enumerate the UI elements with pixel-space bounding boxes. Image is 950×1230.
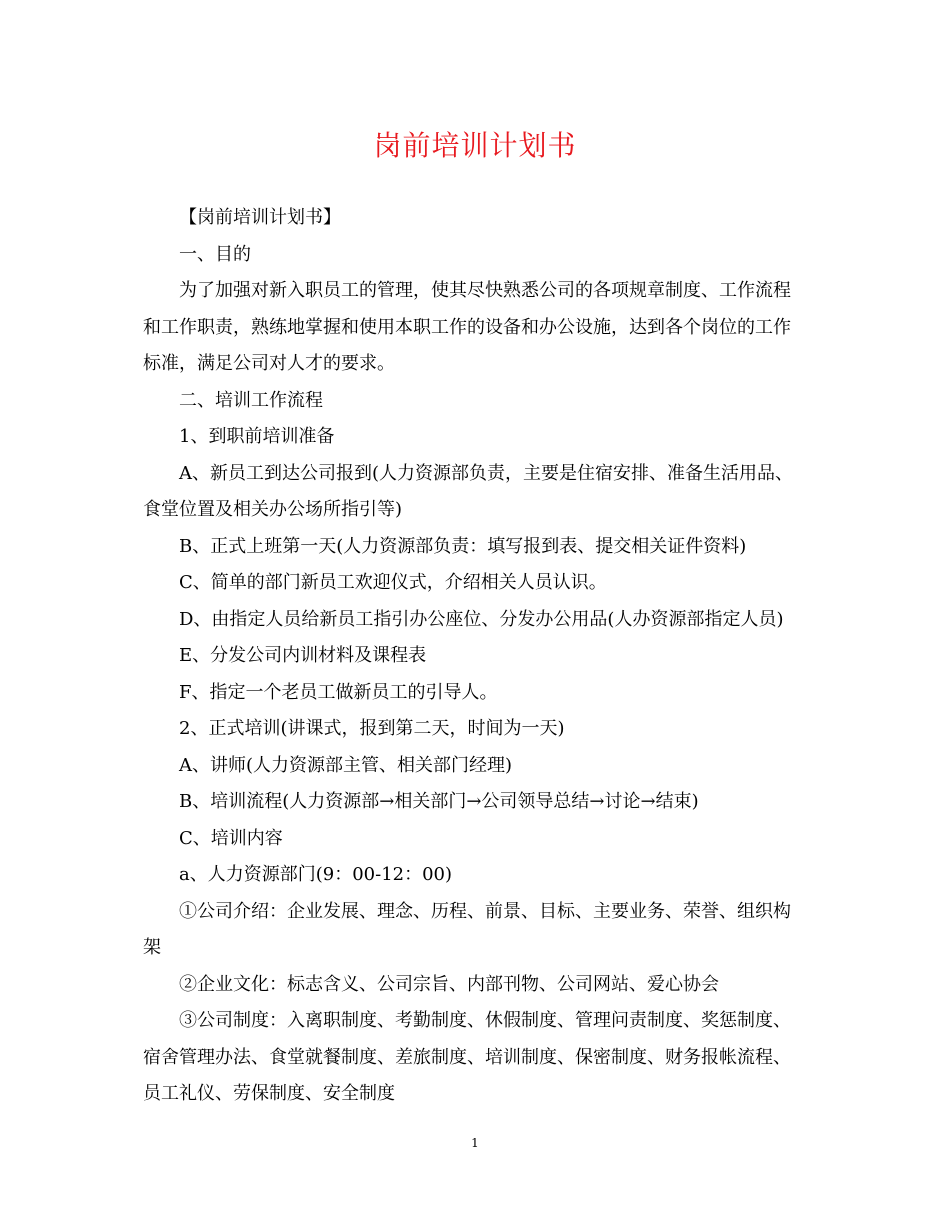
- paragraph: B、正式上班第一天(人力资源部负责：填写报到表、提交相关证件资料): [179, 535, 747, 557]
- page-number: 1: [471, 1136, 479, 1150]
- paragraph: A、讲师(人力资源部主管、相关部门经理): [179, 754, 513, 776]
- paragraph: ①公司介绍：企业发展、理念、历程、前景、目标、主要业务、荣誉、组织构架: [143, 900, 791, 958]
- paragraph: ②企业文化：标志含义、公司宗旨、内部刊物、公司网站、爱心协会: [179, 973, 719, 995]
- document-title: 岗前培训计划书: [373, 129, 577, 162]
- paragraph: D、由指定人员给新员工指引办公座位、分发办公用品(人办资源部指定人员): [179, 608, 784, 630]
- paragraph: 一、目的: [179, 243, 251, 265]
- paragraph: 为了加强对新入职员工的管理，使其尽快熟悉公司的各项规章制度、工作流程和工作职责，熟练地掌握和使用本职工作的设备和办公设施，达到各个岗位的工作标准，满足公司对人才的要求。: [143, 280, 791, 374]
- paragraph: 2、正式培训(讲课式，报到第二天，时间为一天): [179, 718, 565, 739]
- paragraph: E、分发公司内训材料及课程表: [179, 645, 427, 666]
- paragraph: B、培训流程(人力资源部→相关部门→公司领导总结→讨论→结束): [179, 791, 699, 812]
- document-body: [143, 200, 808, 1113]
- paragraph: 1、到职前培训准备: [179, 426, 335, 447]
- paragraph: C、培训内容: [179, 827, 283, 849]
- paragraph: 【岗前培训计划书】: [179, 207, 341, 228]
- paragraph: A、新员工到达公司报到(人力资源部负责，主要是住宿安排、准备生活用品、食堂位置及相关办公场所指引等): [143, 462, 794, 520]
- paragraph: F、指定一个老员工做新员工的引导人。: [179, 681, 498, 703]
- paragraph: a、人力资源部门(9：00-12：00): [179, 864, 453, 885]
- paragraph: 二、培训工作流程: [179, 389, 323, 411]
- paragraph: C、简单的部门新员工欢迎仪式，介绍相关人员认识。: [179, 572, 607, 593]
- paragraph: ③公司制度：入离职制度、考勤制度、休假制度、管理问责制度、奖惩制度、宿舍管理办法、食堂就餐制度、差旅制度、培训制度、保密制度、财务报帐流程、员工礼仪、劳保制度、安全制度: [143, 1010, 791, 1104]
